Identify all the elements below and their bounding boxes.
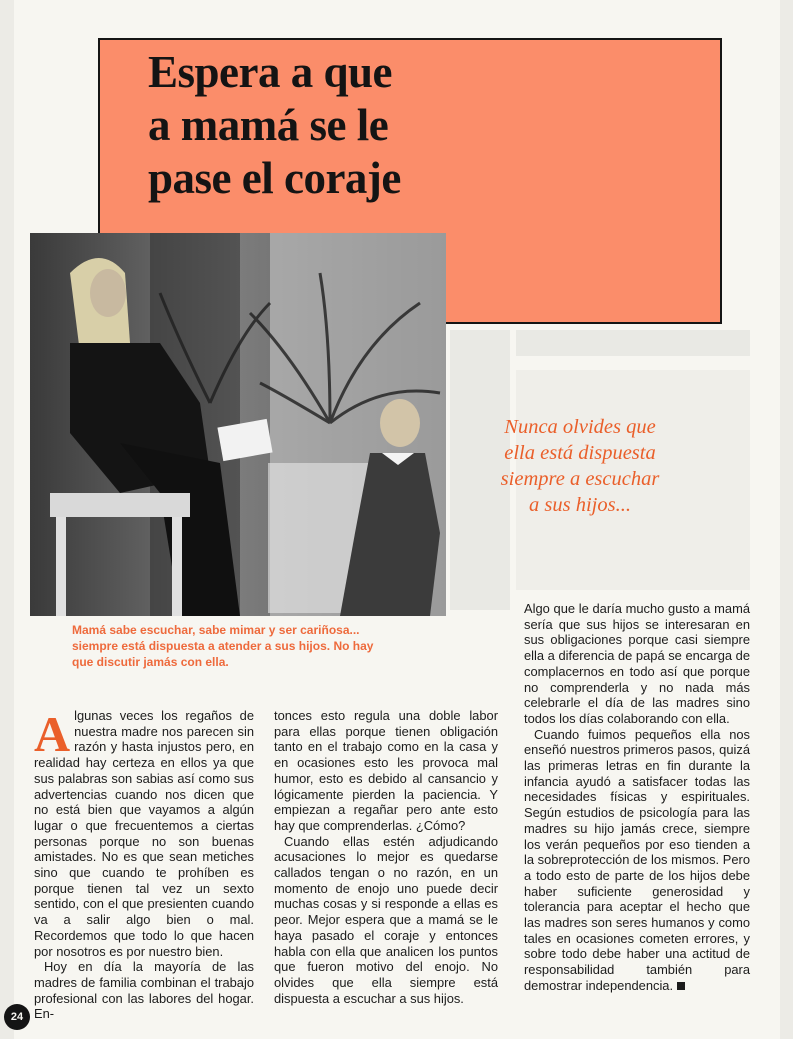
paragraph-text: Cuando ellas estén adjudicando acusaciones lo mejor es quedarse callados tengan o no razón, en un momento de enojo uno puede decir muchas cosas y si responde a ellas es peor. Mejor espera que a mamá se le haya pasado el coraje y entonces habla con ella que analicen los puntos que fueron motivo del enojo. No olvides que ella siempre está dispuesta a escuchar a sus hijos. [274, 833, 498, 1006]
pull-quote-line: ella está dispuesta [504, 442, 656, 464]
body-paragraph [274, 708, 498, 834]
title-line: pase el coraje [148, 153, 401, 203]
caption-line: siempre está dispuesta a atender a sus hijos. No hay [72, 639, 374, 653]
paragraph-text: Cuando fuimos pequeños ella nos enseñó nuestros primeros pasos, quizá las primeras letras en fin durante la infancia ayudó a satisfacer todas las necesidades físicas y espirituales. Según estudios de psicología para las madres su hijo jamás crece, siempre los verán pequeños por eso tienden a la sobreprotección de los mismos. Pero a todo esto de parte de los hijos debe haber suficiente generosidad y tolerancia para aceptar el hecho que las madres son seres humanos y como tales en ocasiones cometen errores, y sobre todo debe haber una actitud de responsabilidad también para demostrar independencia. [524, 726, 750, 993]
black-square-icon [677, 982, 685, 990]
pull-quote-line: Nunca olvides que [504, 416, 656, 438]
text-column-3 [524, 601, 750, 994]
body-paragraph [524, 601, 750, 727]
caption-line: que discutir jamás con ella. [72, 655, 229, 669]
paragraph-text: Algo que le daría mucho gusto a mamá sería que sus hijos se interesaran en sus obligaciones porque casi siempre ella a diferencia de papá se encarga de complacernos en todo así que porque no comprenderla y no nada más celebrarle el día de las madres sino todos los días colaborando con ella. [524, 601, 750, 726]
body-paragraph [34, 708, 254, 959]
pull-quote-line: a sus hijos... [529, 494, 631, 516]
page-number: 24 [4, 1004, 30, 1030]
article-photo [30, 233, 446, 616]
paragraph-text: tonces esto regula una doble labor para ellas porque tienen obligación tanto en el trabajo como en la casa y en ocasiones esto les provoca mal humor, esto es debido al cansancio y lógicamente pierden la paciencia. Y empiezan a regañar pero ante esto hay que comprenderlas. ¿Cómo? [274, 708, 498, 833]
pull-quote-line: siempre a escuchar [500, 468, 660, 490]
photo-caption [72, 622, 412, 670]
title-line: a mamá se le [148, 100, 389, 150]
article-title [148, 46, 401, 205]
drop-cap: A [34, 706, 71, 762]
body-paragraph [274, 834, 498, 1007]
text-column-1 [34, 708, 254, 1022]
pull-quote [462, 414, 698, 518]
body-paragraph [524, 727, 750, 994]
paragraph-text: lgunas veces los regaños de nuestra madre nos parecen sin razón y hasta injustos pero, en realidad hay certeza en ellos ya que sus palabras son sabias así como sus advertencias cuando nos dicen que no está bien que vayamos a algún lugar o que frecuentemos a ciertas personas porque no son buenas amistades. No es que sean metiches sino que cuando te prohíben es porque tienen tal vez un sexto sentido, con el que presienten cuando va a salir algo bien o mal. Recordemos que todo lo que hacen por nosotros es por nuestro bien. [34, 708, 254, 959]
title-line: Espera a que [148, 47, 393, 97]
paragraph-text: Hoy en día la mayoría de las madres de familia combinan el trabajo profesional con las labores del hogar. En- [34, 959, 254, 1022]
mother-daughter-photo [30, 233, 446, 616]
caption-line: Mamá sabe escuchar, sabe mimar y ser cariñosa... [72, 623, 360, 637]
bleed-through-band [516, 330, 750, 356]
body-paragraph [34, 959, 254, 1022]
text-column-2 [274, 708, 498, 1006]
